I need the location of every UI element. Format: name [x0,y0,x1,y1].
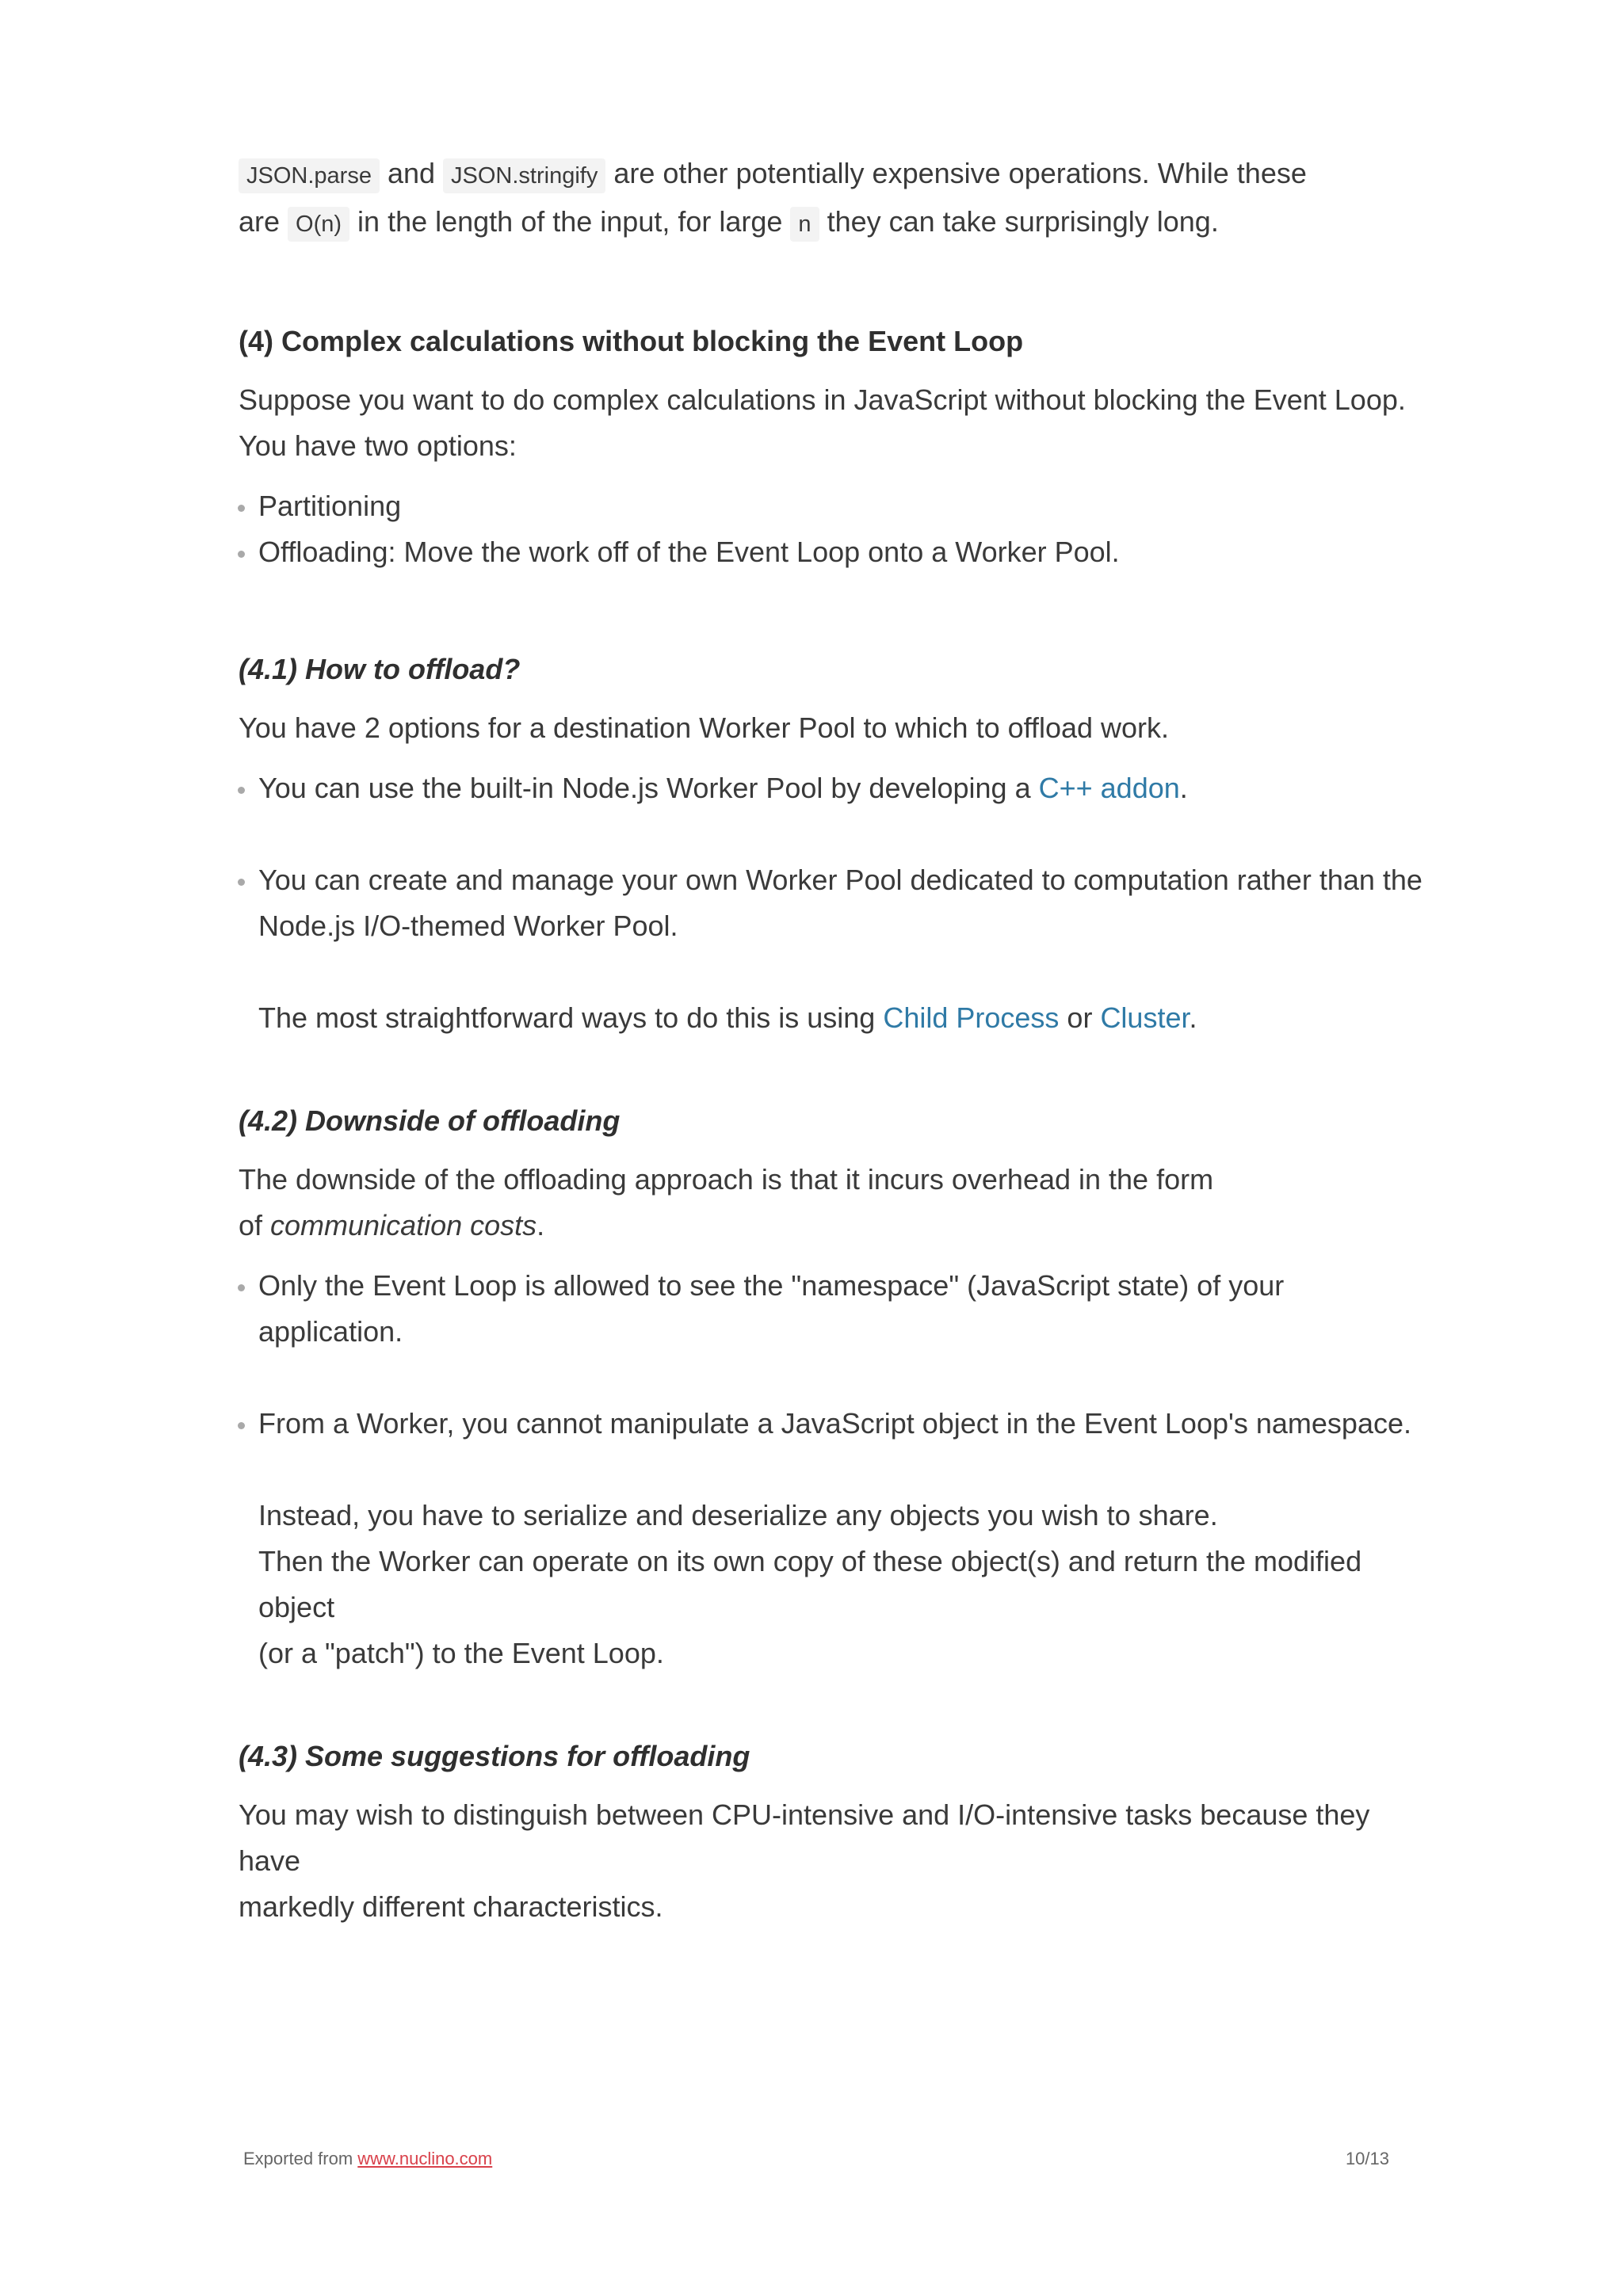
spacer [239,261,1427,318]
intro-are: are [239,205,288,238]
para-end: . [537,1209,545,1241]
section-4-1-paragraph: You have 2 options for a destination Worker Pool to which to offload work. [239,711,1170,744]
section-4-3-heading: (4.3) Some suggestions for offloading [239,1740,750,1772]
list-item-end: . [1179,772,1188,804]
page-number: 10/13 [1345,2149,1389,2168]
list-item [239,857,1427,949]
para-emphasis: communication costs [270,1209,537,1241]
list-item [239,765,1427,811]
footer-export-note [243,2147,492,2171]
section-4-2-heading: (4.2) Downside of offloading [239,1104,621,1137]
sub-text: The most straightforward ways to do this is using [258,1001,884,1034]
list-item: From a Worker, you cannot manipulate a JavaScript object in the Event Loop's namespace. [239,1401,1427,1447]
para-line1: The downside of the offloading approach is that it incurs overhead in the form [239,1163,1214,1196]
inline-code-big-o: O(n) [288,207,349,242]
footer-exported-text: Exported from [243,2149,358,2168]
section-4-2-list [239,1263,1427,1447]
sub-line2: Then the Worker can operate on its own copy of these object(s) and return the modified object [258,1545,1362,1623]
document-page [239,151,1427,1944]
section-4-1-heading: (4.1) How to offload? [239,653,521,685]
section-4-para-line2: You have two options: [239,429,517,462]
nuclino-link[interactable]: www.nuclino.com [357,2149,493,2168]
inline-code-json-stringify: JSON.stringify [443,158,605,193]
section-4-1-list [239,765,1427,949]
list-item: Only the Event Loop is allowed to see the "namespace" (JavaScript state) of your application. [239,1263,1427,1355]
intro-text2: in the length of the input, for large [349,205,791,238]
section-4-2-sub-paragraph [239,1493,1427,1676]
section-4-1-sub-paragraph [239,995,1427,1041]
spacer [239,1676,1427,1733]
sub-or: or [1059,1001,1101,1034]
section-4-2-paragraph [239,1157,1427,1249]
para-line2: markedly different characteristics. [239,1890,663,1923]
intro-text1: are other potentially expensive operations. While these [605,157,1307,189]
section-4-3-paragraph [239,1792,1427,1930]
section-4-para-line1: Suppose you want to do complex calculations in JavaScript without blocking the Event Loop. [239,383,1406,416]
intro-and: and [379,157,444,189]
inline-code-n: n [790,207,819,242]
cluster-link[interactable]: Cluster [1100,1001,1190,1034]
spacer [239,1041,1427,1098]
sub-end: . [1189,1001,1197,1034]
intro-text3: they can take surprisingly long. [819,205,1219,238]
para-of: of [239,1209,271,1241]
list-item-text: You can use the built-in Node.js Worker Pool by developing a [258,772,1039,804]
list-item: Partitioning [239,483,1427,529]
sub-line3: (or a "patch") to the Event Loop. [258,1637,664,1669]
list-item-line1: You can create and manage your own Worker Pool dedicated to computation rather than the [258,864,1423,896]
spacer [239,575,1427,646]
inline-code-json-parse: JSON.parse [239,158,380,193]
child-process-link[interactable]: Child Process [883,1001,1060,1034]
list-item: Offloading: Move the work off of the Event Loop onto a Worker Pool. [239,529,1427,575]
section-4-list [239,483,1427,575]
para-line1: You may wish to distinguish between CPU-intensive and I/O-intensive tasks because they have [239,1798,1370,1877]
intro-paragraph [239,151,1427,247]
sub-line1: Instead, you have to serialize and deserialize any objects you wish to share. [258,1499,1218,1531]
list-item-line2: Node.js I/O-themed Worker Pool. [258,910,678,942]
page-footer [243,2147,1389,2171]
section-4-paragraph [239,377,1427,469]
section-4-heading: (4) Complex calculations without blocking the Event Loop [239,325,1024,357]
cpp-addon-link[interactable]: C++ addon [1038,772,1180,804]
